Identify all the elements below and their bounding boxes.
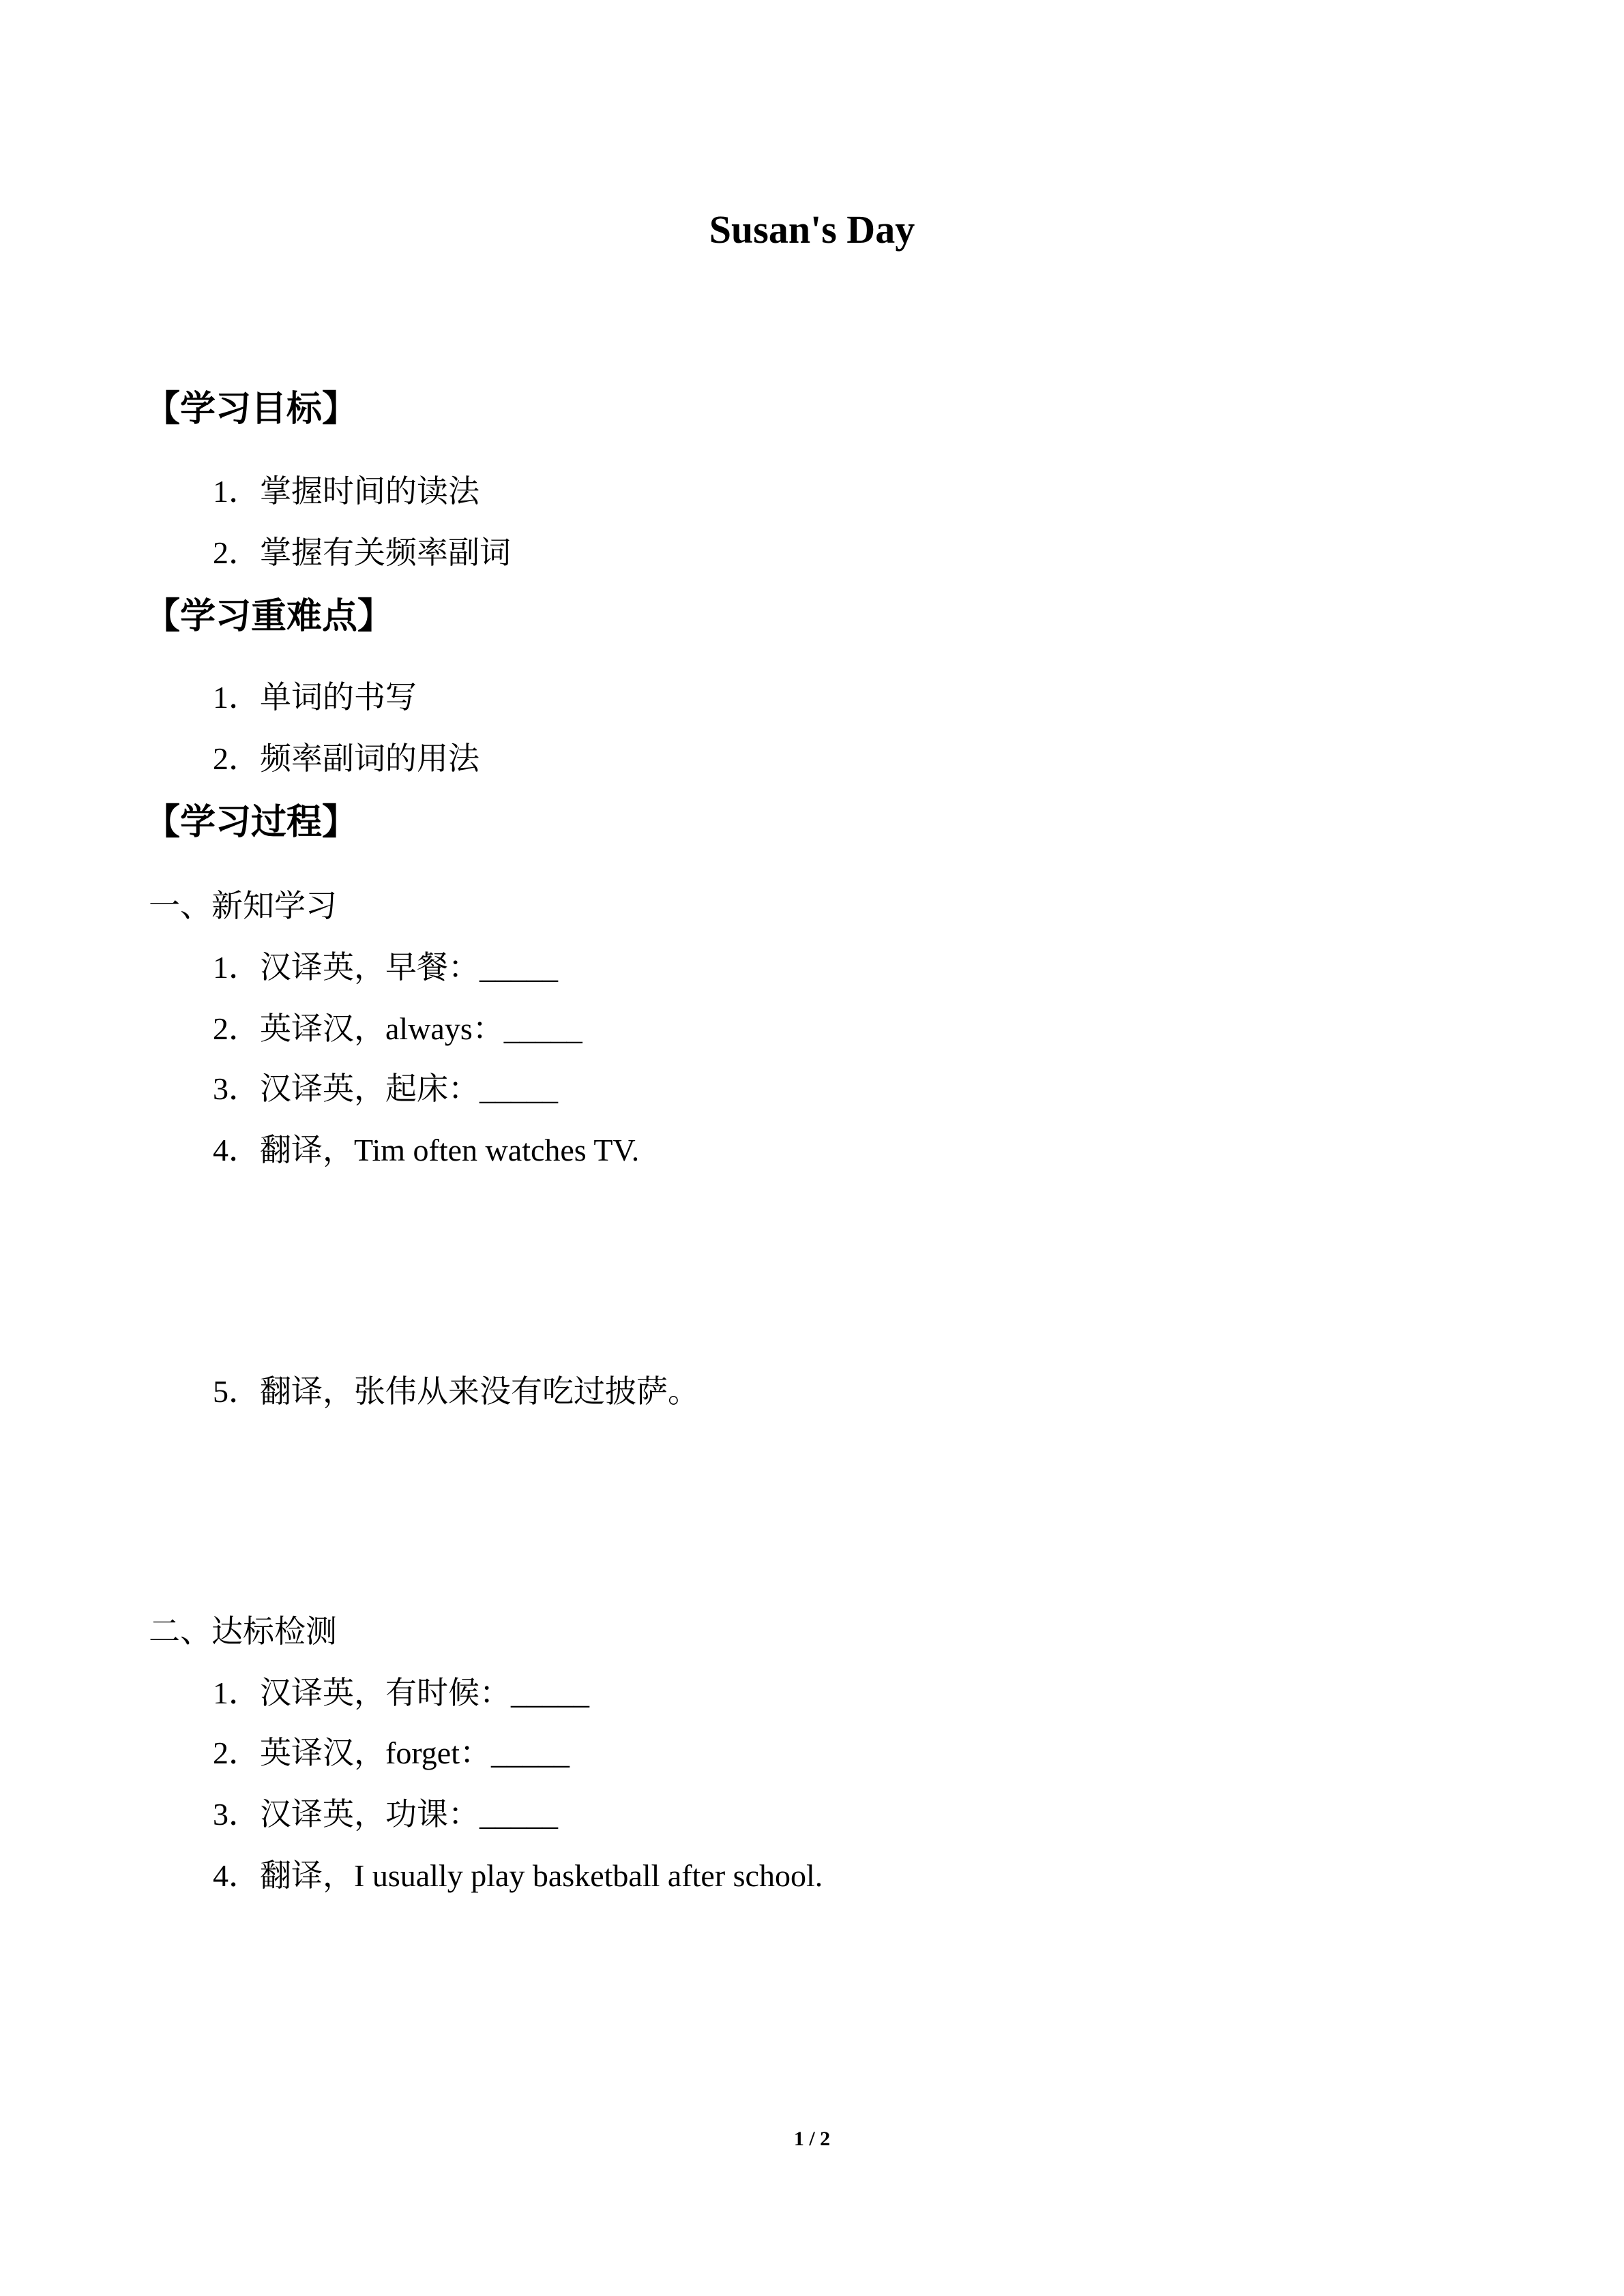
exercise-item: 2．英译汉，forget：_____ bbox=[213, 1735, 570, 1770]
section-heading-goals: 【学习目标】 bbox=[145, 389, 358, 430]
exercise-item: 4．翻译，I usually play basketball after school. bbox=[213, 1858, 823, 1893]
part-label-new-knowledge: 一、新知学习 bbox=[149, 889, 337, 923]
section-heading-process: 【学习过程】 bbox=[145, 802, 358, 843]
page-title: Susan's Day bbox=[709, 207, 915, 252]
page-number: 1 / 2 bbox=[793, 2128, 831, 2150]
part-label-assessment: 二、达标检测 bbox=[149, 1614, 337, 1649]
exercise-item: 1．汉译英，有时候：_____ bbox=[213, 1675, 589, 1710]
exercise-item: 1．汉译英，早餐：_____ bbox=[213, 950, 558, 985]
key-point-item-2: 2．频率副词的用法 bbox=[213, 741, 479, 776]
section-heading-key-points: 【学习重难点】 bbox=[145, 596, 394, 637]
exercise-item: 3．汉译英，功课：_____ bbox=[213, 1797, 558, 1832]
exercise-item: 3．汉译英，起床：_____ bbox=[213, 1071, 558, 1106]
exercise-item: 2．英译汉，always：_____ bbox=[213, 1011, 582, 1046]
goal-item-2: 2．掌握有关频率副词 bbox=[213, 535, 511, 570]
key-point-item-1: 1．单词的书写 bbox=[213, 680, 417, 715]
exercise-item: 4．翻译，Tim often watches TV. bbox=[213, 1133, 640, 1167]
exercise-item: 5．翻译，张伟从来没有吃过披萨。 bbox=[213, 1374, 699, 1409]
goal-item-1: 1．掌握时间的读法 bbox=[213, 474, 479, 509]
